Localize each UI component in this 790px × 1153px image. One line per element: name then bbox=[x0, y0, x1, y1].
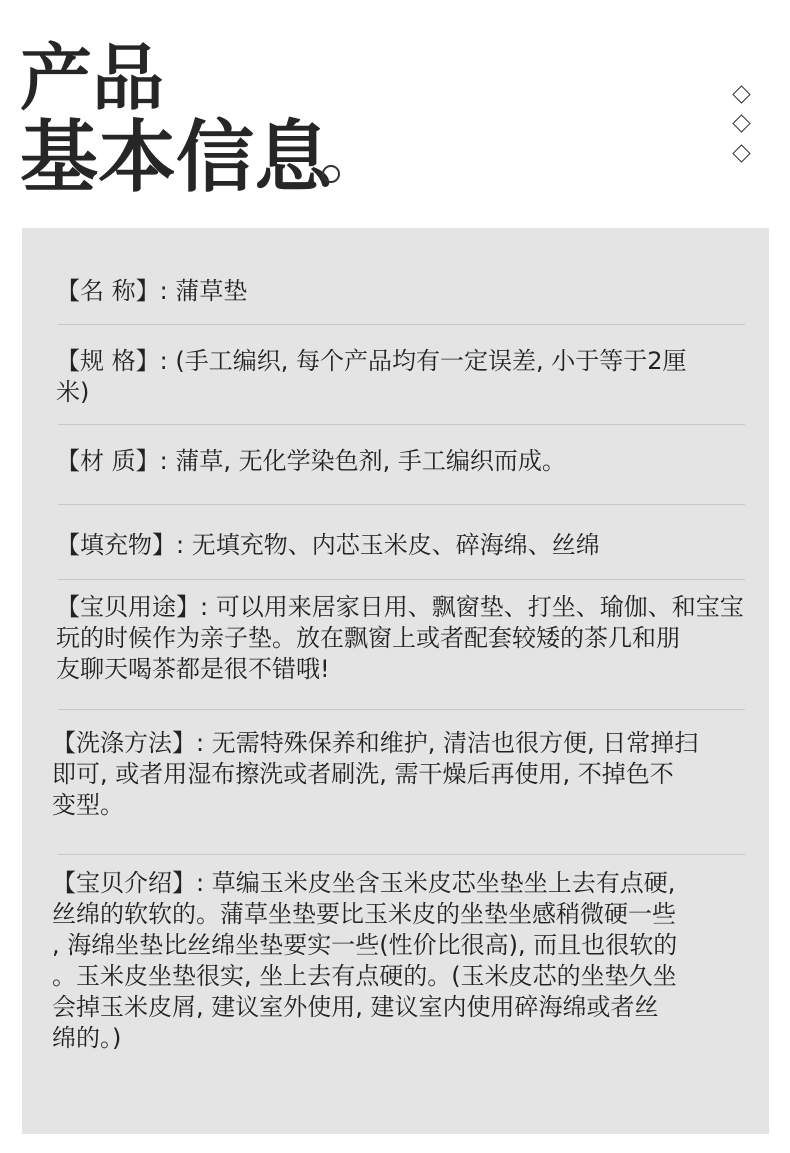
info-line: 米) bbox=[56, 378, 90, 406]
info-line: 绵的。) bbox=[52, 1024, 122, 1052]
info-line: 。玉米皮坐垫很实, 坐上去有点硬的。(玉米皮芯的坐垫久坐 bbox=[52, 962, 677, 990]
circle-icon bbox=[322, 165, 340, 183]
info-row-spec bbox=[56, 346, 687, 408]
divider bbox=[58, 424, 745, 425]
info-line: 丝绵的软软的。蒲草坐垫要比玉米皮的坐垫坐感稍微硬一些 bbox=[52, 900, 676, 928]
info-line: 变型。 bbox=[52, 791, 124, 819]
info-row-intro bbox=[52, 868, 677, 1054]
divider bbox=[58, 504, 745, 505]
diamond-icon bbox=[732, 114, 750, 132]
info-line: 【洗涤方法】: 无需特殊保养和维护, 清洁也很方便, 日常掸扫 bbox=[52, 729, 699, 757]
divider bbox=[58, 854, 745, 855]
info-line: 【宝贝介绍】: 草编玉米皮坐含玉米皮芯坐垫坐上去有点硬, bbox=[52, 869, 676, 897]
diamond-icon bbox=[732, 85, 750, 103]
info-line: 友聊天喝茶都是很不错哦! bbox=[56, 655, 330, 683]
diamond-icon bbox=[732, 144, 750, 162]
info-row-name bbox=[56, 276, 247, 307]
divider bbox=[58, 579, 745, 580]
page-title-line-1: 产品 bbox=[20, 35, 165, 120]
info-line: 玩的时候作为亲子垫。放在飘窗上或者配套较矮的茶几和朋 bbox=[56, 624, 680, 652]
divider bbox=[58, 324, 745, 325]
info-line: 【材 质】: 蒲草, 无化学染色剂, 手工编织而成。 bbox=[56, 447, 566, 475]
info-line: 【填充物】: 无填充物、内芯玉米皮、碎海绵、丝绵 bbox=[56, 531, 600, 559]
info-line: 即可, 或者用湿布擦洗或者刷洗, 需干燥后再使用, 不掉色不 bbox=[52, 760, 674, 788]
info-line: 【规 格】: (手工编织, 每个产品均有一定误差, 小于等于2厘 bbox=[56, 347, 687, 375]
info-line: 【名 称】: 蒲草垫 bbox=[56, 277, 248, 305]
info-row-washing bbox=[52, 728, 698, 821]
info-row-filling bbox=[56, 530, 600, 561]
page-title-line-2: 基本信息 bbox=[20, 112, 333, 203]
info-row-material bbox=[56, 446, 566, 477]
product-info-panel bbox=[22, 228, 769, 1134]
info-line: , 海绵坐垫比丝绵坐垫要实一些(性价比很高), 而且也很软的 bbox=[52, 931, 678, 959]
info-line: 【宝贝用途】: 可以用来居家日用、飘窗垫、打坐、瑜伽、和宝宝 bbox=[56, 593, 744, 621]
info-row-usage bbox=[56, 592, 744, 685]
info-line: 会掉玉米皮屑, 建议室外使用, 建议室内使用碎海绵或者丝 bbox=[52, 993, 659, 1021]
divider bbox=[58, 709, 745, 710]
